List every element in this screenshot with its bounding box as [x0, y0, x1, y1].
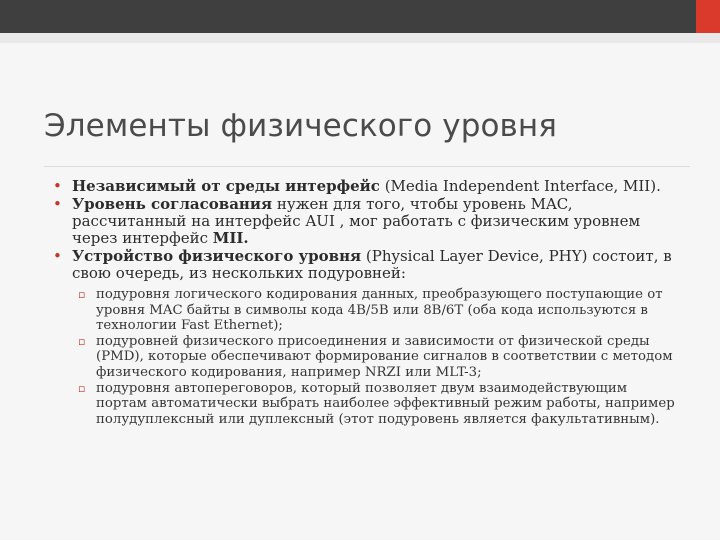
sub-bullet-text: подуровня автопереговоров, который позволяет двум взаимодействующим портам автоматически выбрать наиболее эффективный режим работы, например полудуплексный или дуплексный (этот подуровень является факультативным).: [96, 380, 675, 427]
slide-title: Элементы физического уровня: [44, 108, 558, 144]
bullet-marker-icon: •: [53, 177, 62, 195]
bullet-term: МII.: [212, 229, 249, 247]
sub-bullet-item: [0, 287, 720, 334]
bullet-marker-icon: •: [53, 247, 62, 265]
sub-bullet-list: [0, 287, 720, 427]
sub-bullet-item: [0, 381, 720, 428]
top-bar: [0, 0, 696, 33]
bullet-item: [0, 196, 720, 247]
title-divider: [44, 166, 690, 167]
square-bullet-icon: ▫: [78, 288, 86, 301]
bullet-text: (Physical Layer Device, PHY) состоит, в свою очередь, из нескольких подуровней:: [72, 247, 672, 282]
bullet-text: нужен для того, чтобы уровень MAC, рассчитанный на интерфейс AUI , мог работать с физическим уровнем через интерфейс: [72, 195, 641, 247]
slide-body: [0, 178, 720, 427]
bullet-term: Уровень согласования: [72, 195, 273, 213]
sub-bullet-text: подуровней физического присоединения и зависимости от физической среды (PMD), которые обеспечивают формирование сигналов в соответствии с методом физического кодирования, например NRZI или MLT-3;: [96, 333, 673, 380]
sub-bullet-text: подуровня логического кодирования данных, преобразующего поступающие от уровня MAC байты в символы кода 4B/5B или 8B/6T (оба кода используются в технологии Fast Ethernet);: [96, 287, 663, 334]
bullet-marker-icon: •: [53, 195, 62, 213]
bullet-item: [0, 248, 720, 282]
bullet-text: (Media Independent Interface, МII).: [379, 177, 661, 195]
bullet-term: Устройство физического уровня: [72, 247, 362, 265]
square-bullet-icon: ▫: [78, 381, 86, 395]
sub-bullet-item: [0, 334, 720, 381]
top-bar-accent: [696, 0, 720, 33]
square-bullet-icon: ▫: [78, 334, 86, 348]
bullet-term: Независимый от среды интерфейс: [72, 177, 380, 195]
header-band: [0, 33, 720, 43]
bullet-item: [0, 178, 720, 195]
